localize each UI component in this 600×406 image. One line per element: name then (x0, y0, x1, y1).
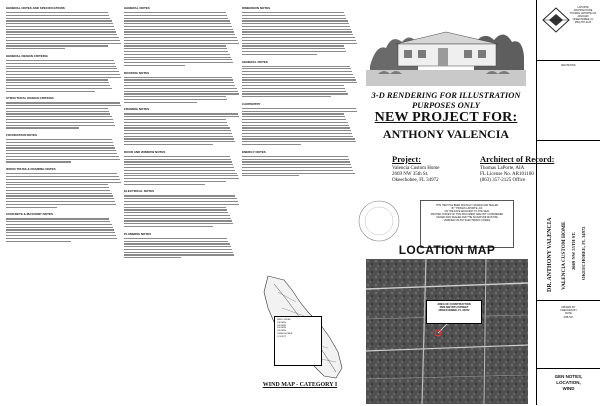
note-text-line (6, 190, 110, 191)
rendering-caption: 3-D RENDERING FOR ILLUSTRATION PURPOSES ONLY (371, 90, 521, 110)
client-name-vertical: DR. ANTHONY VALENCIA (547, 217, 553, 292)
note-text-line (6, 159, 120, 160)
note-text-line (242, 170, 353, 171)
note-section-title: GENERAL NOTES (242, 59, 268, 64)
note-text-line (242, 111, 357, 112)
note-text-line (124, 23, 231, 24)
note-text-line (242, 71, 352, 72)
note-text-line (124, 175, 238, 176)
note-text-line (242, 141, 356, 142)
note-text-line (124, 12, 226, 13)
note-text-line (6, 238, 117, 239)
note-text-line (242, 31, 352, 32)
note-text-line (6, 63, 115, 64)
note-text-line (124, 243, 230, 244)
note-text-line (242, 108, 356, 109)
note-text-line (6, 113, 110, 114)
location-map-title: LOCATION MAP (398, 243, 496, 257)
note-text-line (6, 142, 113, 143)
note-text-line (6, 221, 110, 222)
note-text-line (6, 156, 119, 157)
note-text-line (242, 161, 350, 162)
note-text-line (6, 139, 112, 140)
note-text-line (6, 241, 71, 242)
note-text-line (242, 144, 301, 145)
note-text-line (124, 37, 237, 38)
note-section-body (6, 12, 122, 49)
note-text-line (6, 79, 108, 80)
note-text-line (124, 102, 197, 103)
note-text-line (6, 224, 112, 225)
note-text-line (124, 79, 233, 80)
note-section-body (124, 12, 240, 66)
note-text-line (6, 182, 121, 183)
note-text-line (6, 229, 114, 230)
note-text-line (124, 254, 234, 255)
note-text-line (124, 85, 235, 86)
note-section-body (6, 218, 122, 241)
project-street-vertical: 2669 NW 35TH ST. (571, 231, 576, 270)
note-section-title: GENERAL DESIGN CRITERIA (6, 53, 48, 58)
location-map (366, 259, 528, 404)
note-text-line (124, 65, 185, 66)
house-rendering-graphic (366, 4, 526, 86)
note-text-line (242, 82, 357, 83)
note-text-line (242, 113, 344, 114)
note-section-body (242, 12, 358, 55)
note-section-title: ENERGY NOTES (242, 149, 266, 154)
note-text-line (6, 12, 108, 13)
note-section-title: ELECTRICAL NOTES (124, 189, 155, 194)
note-text-line (124, 159, 231, 160)
note-text-line (242, 66, 350, 67)
project-heading: Project: (392, 154, 422, 164)
note-text-line (124, 204, 239, 205)
note-text-line (6, 161, 71, 162)
note-text-line (6, 37, 119, 38)
note-section-title: CONCRETE & MASONRY NOTES (6, 212, 54, 217)
note-section-body (124, 238, 240, 259)
note-text-line (124, 88, 237, 89)
note-text-line (6, 145, 114, 146)
note-text-line (242, 77, 355, 78)
note-text-line (124, 26, 232, 27)
note-text-line (6, 184, 108, 185)
note-text-line (242, 74, 353, 75)
note-text-line (242, 167, 352, 168)
note-section-title: STRUCTURAL DESIGN CRITERIA (6, 96, 54, 101)
note-text-line (6, 85, 110, 86)
note-text-line (242, 173, 355, 174)
note-text-line (6, 29, 115, 30)
note-text-line (124, 201, 238, 202)
note-text-line (124, 198, 237, 199)
wind-map-title: WIND MAP - CATEGORY I (262, 382, 338, 388)
note-text-line (6, 34, 117, 35)
note-section-title: DOOR AND WINDOW NOTES (124, 149, 166, 154)
note-text-line (6, 108, 108, 109)
note-section-title: FOUNDATION NOTES (6, 133, 37, 138)
note-text-line (124, 141, 235, 142)
note-text-line (124, 164, 233, 165)
note-text-line (6, 173, 117, 174)
note-gap (242, 178, 358, 181)
note-text-line (6, 187, 109, 188)
note-section-body (242, 156, 358, 177)
note-text-line (242, 12, 344, 13)
note-text-line (6, 31, 116, 32)
note-section-body (6, 102, 122, 128)
note-text-line (6, 195, 113, 196)
note-text-line (6, 18, 110, 19)
note-text-line (124, 77, 232, 78)
note-text-line (242, 93, 348, 94)
note-text-line (6, 176, 119, 177)
note-text-line (242, 54, 317, 55)
note-text-line (124, 82, 234, 83)
note-text-line (242, 125, 349, 126)
note-section-title: GENERAL NOTES AND SPECIFICATIONS (6, 6, 65, 10)
note-section-title: GENERAL NOTES (124, 6, 150, 10)
note-text-line (6, 227, 113, 228)
note-text-line (124, 195, 235, 196)
note-text-line (6, 125, 115, 126)
note-text-line (242, 40, 356, 41)
note-section-title: FRAMING NOTES (124, 107, 150, 112)
note-text-line (6, 48, 65, 49)
note-text-line (6, 193, 112, 194)
note-text-line (124, 238, 227, 239)
owner-name: ANTHONY VALENCIA (382, 127, 510, 141)
note-text-line (124, 31, 234, 32)
project-info (392, 154, 488, 184)
note-text-line (6, 88, 112, 89)
note-text-line (242, 96, 331, 97)
note-text-line (242, 91, 346, 92)
note-text-line (124, 125, 228, 126)
note-text-line (242, 43, 357, 44)
note-text-line (6, 127, 79, 128)
note-text-line (242, 20, 348, 21)
note-text-line (6, 20, 112, 21)
note-text-line (124, 45, 226, 46)
title-block (536, 0, 600, 405)
note-section-body (242, 108, 358, 145)
note-text-line (6, 232, 115, 233)
note-text-line (6, 105, 121, 106)
note-text-line (124, 130, 231, 131)
project-name-vertical: VALENCIA CUSTOM HOME (561, 221, 567, 290)
note-text-line (242, 18, 346, 19)
note-text-line (242, 133, 352, 134)
note-text-line (6, 77, 121, 78)
note-text-line (124, 59, 232, 60)
tb-divider (537, 368, 600, 369)
architect-info (480, 154, 555, 184)
note-text-line (124, 218, 231, 219)
note-section-title: CARPENTRY (242, 101, 261, 106)
note-text-line (6, 82, 109, 83)
note-text-line (124, 113, 238, 114)
note-text-line (124, 241, 228, 242)
tb-divider (537, 300, 600, 301)
note-text-line (124, 184, 205, 185)
note-text-line (6, 122, 114, 123)
note-text-line (242, 48, 345, 49)
note-text-line (242, 138, 355, 139)
note-text-line (124, 207, 226, 208)
note-text-line (124, 133, 232, 134)
note-text-line (124, 15, 227, 16)
note-text-line (124, 249, 232, 250)
note-text-line (242, 136, 353, 137)
note-text-line (242, 88, 345, 89)
note-text-line (6, 150, 116, 151)
seal-graphic (350, 196, 408, 246)
aerial-map (366, 259, 528, 404)
note-text-line (124, 48, 227, 49)
note-text-line (6, 204, 116, 205)
note-text-line (242, 23, 349, 24)
note-text-line (242, 37, 355, 38)
note-text-line (242, 85, 344, 86)
note-text-line (124, 252, 233, 253)
tb-divider (537, 60, 600, 61)
drawn-info: DRAWN BY CHECKED BY DATE JOB NO. (560, 306, 577, 319)
note-text-line (6, 40, 120, 41)
note-text-line (124, 178, 239, 179)
sheet-title: GEN NOTES, LOCATION, WIND (554, 374, 583, 391)
notes-column-1 (6, 6, 122, 246)
note-text-line (124, 57, 231, 58)
note-text-line (242, 51, 346, 52)
note-text-line (124, 161, 232, 162)
note-text-line (6, 43, 121, 44)
note-text-line (124, 34, 235, 35)
note-section-body (124, 195, 240, 227)
notes-column-2 (124, 6, 240, 263)
note-text-line (124, 20, 230, 21)
note-text-line (124, 29, 233, 30)
note-text-line (124, 156, 230, 157)
note-text-line (6, 116, 112, 117)
note-text-line (124, 167, 234, 168)
note-section-body (124, 77, 240, 103)
note-text-line (6, 60, 114, 61)
note-text-line (6, 201, 115, 202)
note-text-line (242, 156, 348, 157)
note-text-line (124, 119, 226, 120)
note-text-line (242, 127, 350, 128)
note-text-line (242, 45, 344, 46)
note-text-line (6, 102, 120, 103)
revisions-label: REVISIONS (561, 64, 576, 67)
note-section-title: DIMENSION NOTES (242, 6, 271, 10)
firm-info: LAPORTE ARCHITECTURE THOMAS LAPORTE AIA AR101100 OKEECHOBEE, FL (863) 357-2125 (569, 6, 597, 24)
note-text-line (124, 43, 239, 44)
architect-seal (350, 196, 408, 246)
note-text-line (6, 68, 117, 69)
note-text-line (242, 34, 353, 35)
house-rendering (366, 4, 526, 86)
note-section-body (124, 156, 240, 185)
note-section-body (124, 113, 240, 145)
note-text-line (124, 257, 181, 258)
note-text-line (6, 66, 116, 67)
note-text-line (124, 51, 228, 52)
note-text-line (242, 119, 346, 120)
new-project-heading: NEW PROJECT FOR: (374, 110, 518, 125)
construction-area-callout: AREA OF CONSTRUCTION 2669 NW 35TH STREET OKEECHOBEE, FL 34972 (426, 300, 482, 324)
note-text-line (242, 164, 351, 165)
note-section-body (6, 139, 122, 162)
note-text-line (124, 136, 233, 137)
architect-details: Thomas LaPorte, AIA FL License No. AR101100 (863) 357-2125 Office (480, 166, 534, 183)
note-text-line (6, 15, 109, 16)
note-text-line (242, 26, 350, 27)
wind-legend: WIND SPEED 130 MPH 140 MPH 150 MPH 160 MPH OKEECHOBEE COUNTY (274, 316, 322, 366)
tb-divider (537, 140, 600, 141)
note-text-line (124, 226, 213, 227)
note-section-body (242, 66, 358, 98)
note-text-line (124, 91, 238, 92)
note-text-line (242, 122, 348, 123)
note-text-line (124, 215, 230, 216)
note-text-line (124, 181, 226, 182)
note-text-line (242, 68, 351, 69)
note-text-line (6, 74, 120, 75)
note-text-line (124, 62, 233, 63)
note-text-line (124, 246, 231, 247)
note-text-line (6, 26, 114, 27)
note-text-line (242, 15, 345, 16)
project-city-vertical: OKEECHOBEE, FL 34972 (581, 226, 586, 280)
note-text-line (124, 122, 227, 123)
note-text-line (242, 116, 345, 117)
note-text-line (242, 130, 351, 131)
notes-column-3 (242, 6, 358, 181)
note-section-body (6, 173, 122, 208)
note-text-line (6, 207, 57, 208)
note-text-line (124, 54, 230, 55)
note-text-line (6, 91, 95, 92)
note-text-line (6, 119, 113, 120)
note-text-line (6, 179, 120, 180)
note-text-line (242, 175, 299, 176)
note-text-line (124, 209, 227, 210)
note-text-line (124, 116, 239, 117)
note-text-line (6, 235, 116, 236)
note-text-line (6, 147, 115, 148)
note-text-line (124, 99, 227, 100)
note-text-line (6, 45, 108, 46)
note-section-body (6, 60, 122, 92)
note-text-line (6, 71, 119, 72)
note-text-line (124, 18, 228, 19)
note-text-line (124, 93, 239, 94)
note-section-title: ROOFING NOTES (124, 70, 150, 75)
note-text-line (124, 173, 237, 174)
note-text-line (124, 170, 235, 171)
note-text-line (6, 23, 113, 24)
note-text-line (124, 220, 232, 221)
project-address: Valencia Custom Home 2669 NW 35th St. Okeechobee, FL 34972 (392, 166, 440, 183)
note-text-line (124, 138, 234, 139)
note-text-line (124, 40, 238, 41)
architect-heading: Architect of Record: (480, 154, 555, 164)
note-text-line (6, 153, 117, 154)
note-text-line (124, 212, 228, 213)
note-text-line (6, 218, 109, 219)
note-text-line (6, 111, 109, 112)
signature-text: THIS ITEM HAS BEEN DIGITALLY SIGNED AND SEALED BY THOMAS LAPORTE, AIA ON THE DATE ADJACENT TO THE SEAL PRINTED COPIES OF THIS DOCUMENT ARE NOT CONSIDERED SIGNED AND SEALED AND THE SIGNATURE MUST BE VERIFIED ON ANY ELECTRONIC COPIES (430, 204, 504, 222)
note-text-line (6, 198, 114, 199)
note-text-line (124, 127, 230, 128)
note-section-title: WOOD TRUSS & FRAMING NOTES (6, 167, 56, 172)
signature-block (420, 200, 514, 248)
note-text-line (242, 79, 356, 80)
note-text-line (124, 144, 213, 145)
note-text-line (124, 223, 233, 224)
note-section-title: PLUMBING NOTES (124, 231, 152, 236)
note-text-line (124, 96, 226, 97)
note-text-line (242, 29, 351, 30)
note-text-line (242, 159, 349, 160)
note-gap (124, 260, 240, 263)
note-gap (6, 243, 122, 246)
